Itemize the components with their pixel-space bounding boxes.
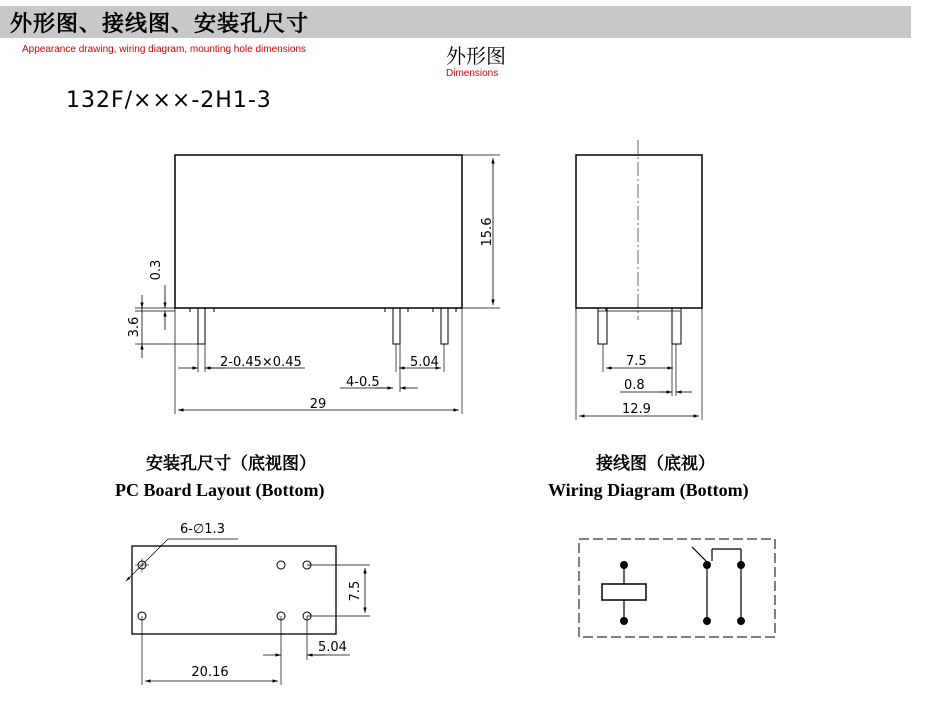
front-body — [175, 155, 462, 308]
front-pin-1 — [198, 308, 205, 344]
pcb-row-spacing: 7.5 — [348, 580, 363, 602]
side-pin-right — [672, 308, 681, 344]
pcb-pitch: 5.04 — [318, 640, 347, 655]
dim-gap: 0.3 — [149, 259, 164, 281]
dim-pin-spacing: 7.5 — [626, 354, 647, 369]
contact-1-top — [704, 562, 711, 569]
dim-pin-thickness: 0.8 — [624, 378, 645, 393]
contact-2-top — [738, 562, 745, 569]
contact-1-bottom — [704, 618, 711, 625]
model-number: 132F/×××-2H1-3 — [66, 88, 272, 113]
pcb-outline — [132, 546, 336, 634]
dim-height: 15.6 — [480, 217, 495, 247]
dim-width: 12.9 — [622, 402, 651, 417]
wiring-title-cn: 接线图（底视） — [596, 454, 715, 474]
wiring-outline — [579, 539, 775, 637]
hole — [277, 561, 285, 569]
coil-pin-top — [621, 562, 628, 569]
pcb-layout-title-en: PC Board Layout (Bottom) — [115, 480, 325, 500]
dimensions-title: 外形图 — [446, 44, 506, 68]
contact-2-bottom — [738, 618, 745, 625]
front-view — [135, 155, 500, 414]
dim-pin-pitch: 5.04 — [410, 355, 439, 370]
page-subtitle: Appearance drawing, wiring diagram, mounting hole dimensions — [22, 44, 307, 55]
dim-pin-width: 4-0.5 — [346, 375, 380, 390]
dim-pin-size: 2-0.45×0.45 — [220, 355, 302, 370]
page-title: 外形图、接线图、安装孔尺寸 — [10, 12, 310, 37]
pcb-layout — [126, 539, 370, 685]
coil-pin-bottom — [621, 618, 628, 625]
wiring-diagram — [579, 539, 775, 637]
pcb-holes-label: 6-∅1.3 — [180, 522, 225, 537]
side-body — [576, 155, 702, 308]
front-pin-2 — [393, 308, 400, 344]
wiring-title-en: Wiring Diagram (Bottom) — [548, 480, 749, 500]
dim-length: 29 — [309, 397, 327, 412]
dim-pin-length: 3.6 — [127, 316, 142, 338]
pcb-layout-title-cn: 安装孔尺寸（底视图） — [146, 454, 316, 474]
coil-symbol — [602, 584, 646, 600]
side-pin-left — [598, 308, 607, 344]
pcb-span: 20.16 — [191, 665, 229, 680]
front-pin-3 — [441, 308, 448, 344]
dimensions-subtitle: Dimensions — [446, 68, 499, 79]
